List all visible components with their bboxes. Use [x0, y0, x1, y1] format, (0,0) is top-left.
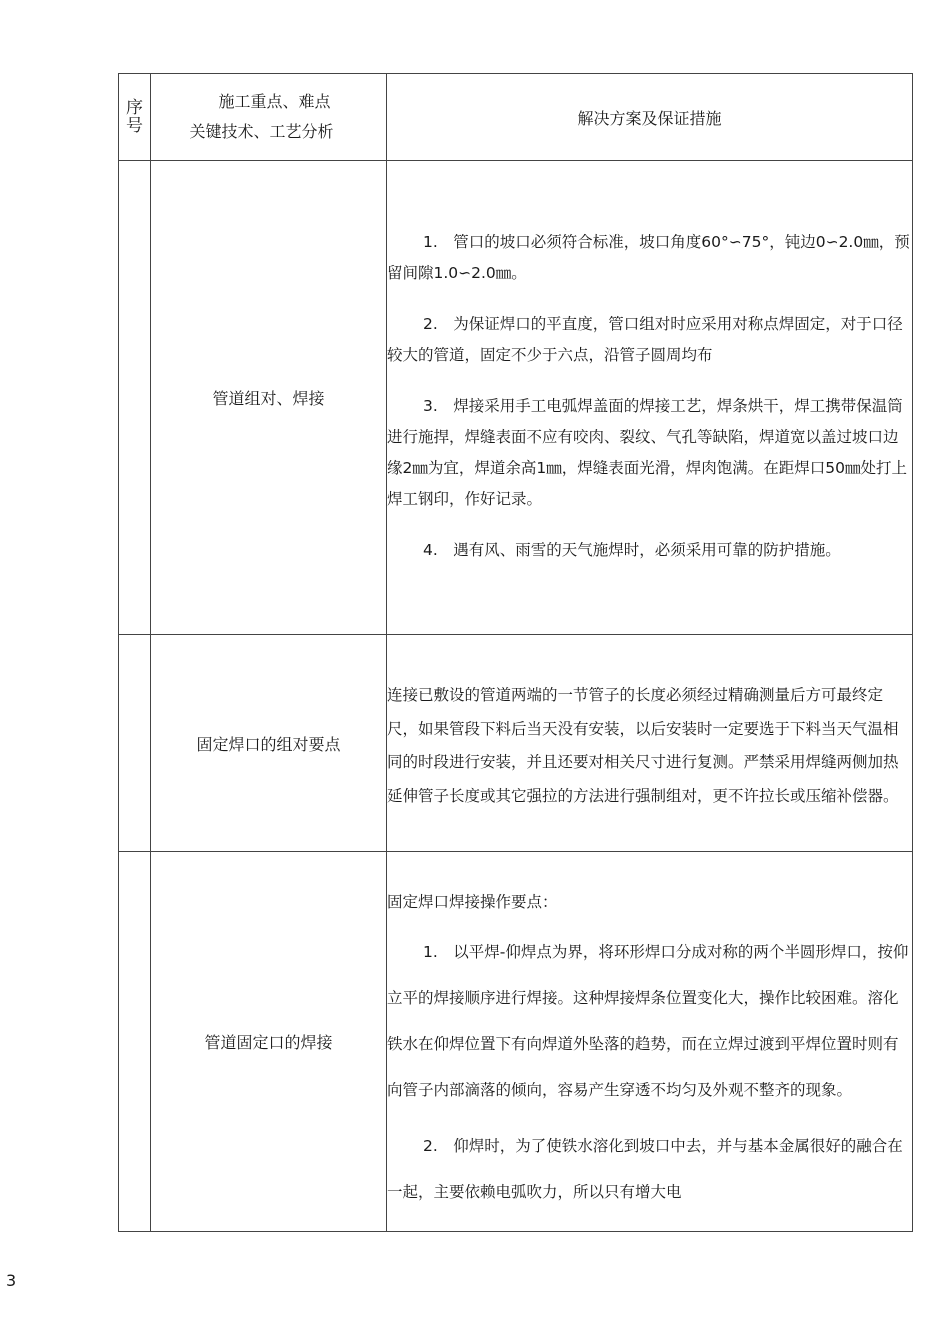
solution-paragraph: 2. 仰焊时，为了使铁水溶化到坡口中去，并与基本金属很好的融合在一起，主要依赖电弧吹力，所以只有增大电	[387, 1136, 903, 1201]
solution-paragraph: 连接已敷设的管道两端的一节管子的长度必须经过精确测量后方可最终定尺，如果管段下料后当天没有安装，以后安装时一定要选于下料当天气温相同的时段进行安装，并且还要对相关尺寸进行复测。严禁采用焊缝两侧加热延伸管子长度或其它强拉的方法进行强制组对，更不许拉长或压缩补偿器。	[387, 686, 899, 805]
construction-measures-table	[118, 73, 913, 1232]
table-row	[119, 635, 913, 852]
table-row	[119, 161, 913, 635]
row-solution	[387, 161, 913, 635]
page-number: 3	[6, 1271, 17, 1290]
row-serial-number	[119, 161, 151, 635]
row-item-name: 固定焊口的组对要点	[151, 635, 387, 852]
row-item-name: 管道组对、焊接	[151, 161, 387, 635]
row-solution	[387, 852, 913, 1232]
row-item-name: 管道固定口的焊接	[151, 852, 387, 1232]
header-key-points-line1: 施工重点、难点	[218, 92, 331, 111]
header-serial-number: 序号	[119, 74, 151, 161]
table-header-row	[119, 74, 913, 161]
header-key-points-line2: 关键技术、工艺分析	[189, 122, 334, 141]
header-solutions: 解决方案及保证措施	[387, 74, 913, 161]
solution-intro: 固定焊口焊接操作要点：	[387, 892, 558, 911]
solution-paragraph: 1. 管口的坡口必须符合标准，坡口角度60°∽75°，钝边0∽2.0㎜，预留间隙1.0∽2.0㎜。	[387, 233, 910, 282]
table-row	[119, 852, 913, 1232]
solution-paragraph: 4. 遇有风、雨雪的天气施焊时，必须采用可靠的防护措施。	[423, 541, 841, 559]
solution-paragraph: 1. 以平焊-仰焊点为界，将环形焊口分成对称的两个半圆形焊口，按仰立平的焊接顺序进行焊接。这种焊接焊条位置变化大，操作比较困难。溶化铁水在仰焊位置下有向焊道外坠落的趋势，而在立焊过渡到平焊位置时则有向管子内部滴落的倾向，容易产生穿透不均匀及外观不整齐的现象。	[387, 942, 909, 1099]
solution-paragraph: 3. 焊接采用手工电弧焊盖面的焊接工艺，焊条烘干，焊工携带保温筒进行施捍，焊缝表面不应有咬肉、裂纹、气孔等缺陷，焊道宽以盖过坡口边缘2㎜为宜，焊道余高1㎜，焊缝表面光滑，焊肉饱满。在距焊口50㎜处打上焊工钢印，作好记录。	[387, 397, 907, 508]
row-solution	[387, 635, 913, 852]
header-key-points	[151, 74, 387, 161]
row-serial-number	[119, 852, 151, 1232]
row-serial-number	[119, 635, 151, 852]
solution-paragraph: 2. 为保证焊口的平直度，管口组对时应采用对称点焊固定，对于口径较大的管道，固定不少于六点，沿管子圆周均布	[387, 315, 903, 364]
